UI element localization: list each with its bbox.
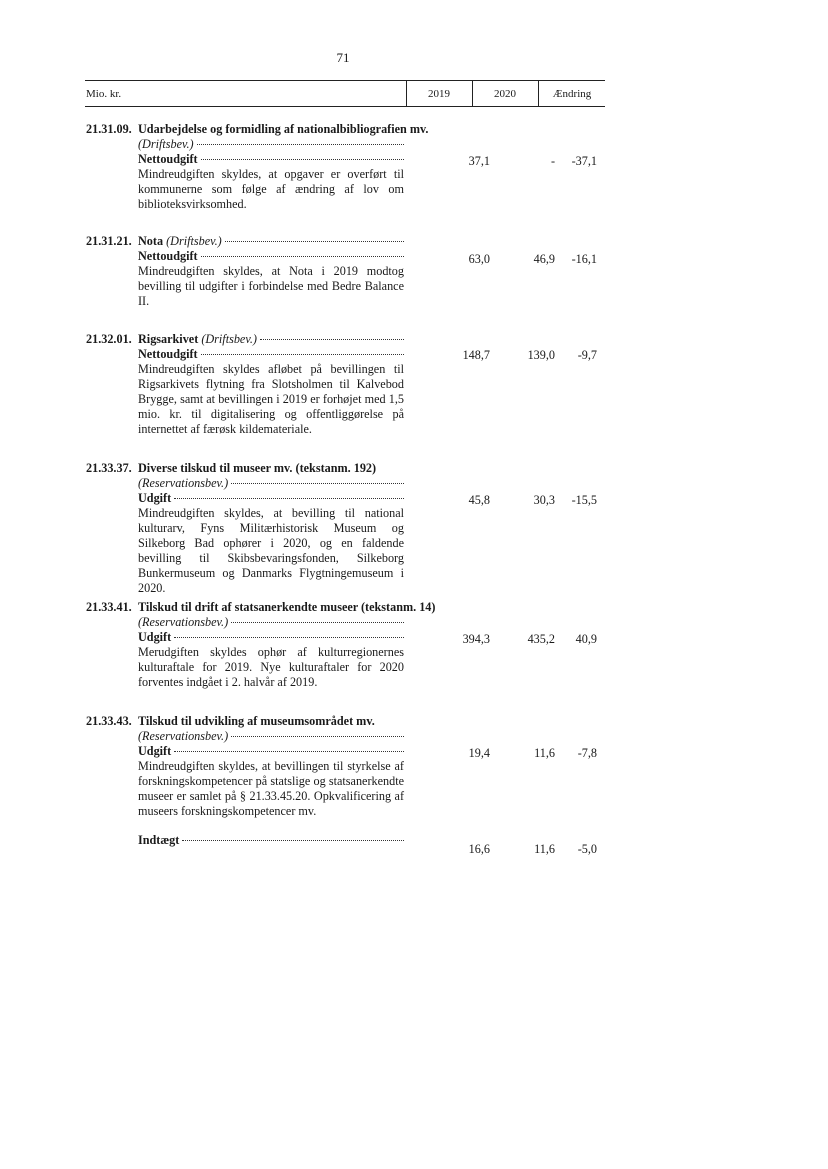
value-2019: 63,0: [468, 252, 490, 266]
item-description: Mindreudgiften skyldes, at opgaver er overført til kommunerne som følge af ændring af lov om biblioteksvirksomhed.: [138, 167, 404, 211]
value-2019: 148,7: [462, 348, 490, 362]
value-2019: 37,1: [468, 154, 490, 168]
item-subtitle: (Driftsbev.): [201, 332, 257, 346]
value-2020: 46,9: [533, 252, 555, 266]
item-title: Nota: [138, 234, 164, 248]
table-header-bottom-rule: [85, 106, 605, 107]
item-subtitle: (Driftsbev.): [166, 234, 222, 248]
item-description: Mindreudgiften skyldes, at bevillingen til styrkelse af forskningskompetencer på statslige og statsanerkendte museer er samlet på § 21.33.45.20. Opkvalificering af museers forskningskompetencer mv.: [138, 759, 404, 818]
value-2020: 435,2: [527, 632, 555, 646]
table-header-top-rule: [85, 80, 605, 81]
item-description: Mindreudgiften skyldes, at bevilling til national kulturarv, Fyns Militærhistorisk Museum og Silkeborg Bad ophører i 2020, og en faldende bevilling til Skibsbevaringsfonden, Silkeborg Bunkermuseum og Danmarks Flygtningemuseum i 2020.: [138, 506, 404, 595]
item-title: Tilskud til drift af statsanerkendte museer (tekstanm. 14): [138, 600, 436, 614]
value-2019: 45,8: [468, 493, 490, 507]
value-change: -15,5: [571, 493, 597, 507]
item-description: Mindreudgiften skyldes afløbet på bevillingen til Rigsarkivets flytning fra Slotsholmen til Kalvebod Brygge, samt at bevillingen i 2019 er forhøjet med 1,5 mio. kr. til digitalisering og offentliggørelse på internettet af færøsk kildemateriale.: [138, 362, 404, 436]
page-number: 71: [336, 50, 350, 65]
item-title: Udarbejdelse og formidling af nationalbibliografien mv.: [138, 122, 429, 136]
item-subtitle: (Reservationsbev.): [138, 476, 229, 490]
income-change: -5,0: [577, 842, 597, 856]
income-2020: 11,6: [534, 842, 555, 856]
value-change: -7,8: [577, 746, 597, 760]
line-label: Nettoudgift: [138, 347, 198, 361]
value-2019: 394,3: [462, 632, 490, 646]
line-label: Udgift: [138, 630, 172, 644]
item-number: 21.31.21.: [86, 234, 132, 248]
item-subtitle: (Reservationsbev.): [138, 615, 229, 629]
item-title: Tilskud til udvikling af museumsområdet mv.: [138, 714, 375, 728]
header-change: Ændring: [552, 88, 592, 100]
line-label: Udgift: [138, 744, 172, 758]
value-2020: 30,3: [533, 493, 555, 507]
item-title: Diverse tilskud til museer mv. (tekstanm. 192): [138, 461, 377, 475]
value-2020: 11,6: [534, 746, 555, 760]
value-change: 40,9: [575, 632, 597, 646]
header-unit: Mio. kr.: [86, 88, 122, 100]
item-number: 21.31.09.: [86, 122, 132, 136]
value-change: -16,1: [571, 252, 597, 266]
item-subtitle: (Reservationsbev.): [138, 729, 229, 743]
item-description: Mindreudgiften skyldes, at Nota i 2019 modtog bevilling til udgifter i forbindelse med Bedre Balance II.: [138, 264, 404, 308]
line-label: Nettoudgift: [138, 152, 198, 166]
item-number: 21.33.37.: [86, 461, 132, 475]
value-change: -9,7: [577, 348, 597, 362]
header-2020: 2020: [494, 88, 516, 100]
line-label: Udgift: [138, 491, 172, 505]
item-number: 21.33.43.: [86, 714, 132, 728]
line-label-income: Indtægt: [138, 833, 180, 847]
value-2020: 139,0: [527, 348, 555, 362]
header-2019: 2019: [428, 88, 450, 100]
item-number: 21.32.01.: [86, 332, 132, 346]
income-2019: 16,6: [468, 842, 490, 856]
value-2020: -: [550, 154, 555, 168]
line-label: Nettoudgift: [138, 249, 198, 263]
item-subtitle: (Driftsbev.): [138, 137, 194, 151]
value-change: -37,1: [571, 154, 597, 168]
item-number: 21.33.41.: [86, 600, 132, 614]
item-title: Rigsarkivet: [138, 332, 199, 346]
value-2019: 19,4: [468, 746, 490, 760]
item-description: Merudgiften skyldes ophør af kulturregionernes kulturaftale for 2019. Nye kulturaftaler for 2020 forventes indgået i 2. halvår af 2019.: [138, 645, 404, 689]
